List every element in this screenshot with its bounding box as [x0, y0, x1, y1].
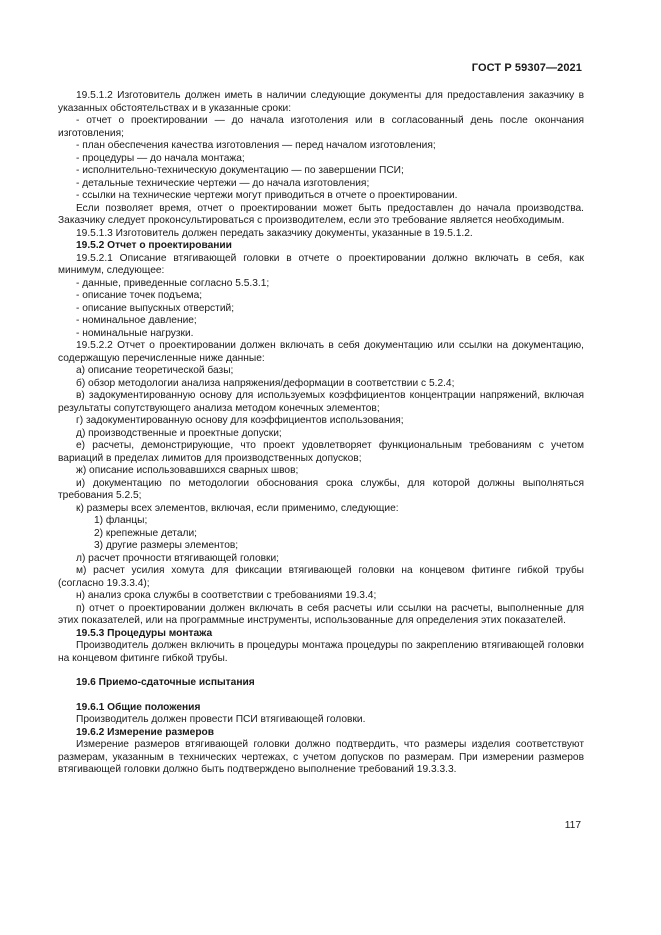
- paragraph: Производитель должен включить в процедуры монтажа процедуры по закреплению втягивающей головки на концевом фитинге гибкой трубы.: [58, 640, 584, 664]
- paragraph: - ссылки на технические чертежи могут приводиться в отчете о проектировании.: [76, 190, 458, 201]
- paragraph: - отчет о проектировании — до начала изготоления или в согласованный день после окончания изготовления;: [58, 115, 584, 139]
- paragraph: 19.5.1.2 Изготовитель должен иметь в наличии следующие документы для предоставления заказчику в указанных обстоятельствах и в указанные сроки:: [58, 90, 584, 114]
- paragraph: к) размеры всех элементов, включая, если применимо, следующие:: [76, 502, 399, 514]
- paragraph: 19.5.1.3 Изготовитель должен передать заказчику документы, указанные в 19.5.1.2.: [76, 227, 473, 239]
- section-heading: 19.5.2 Отчет о проектировании: [76, 240, 232, 251]
- paragraph: - описание выпускных отверстий;: [76, 302, 235, 314]
- paragraph: п) отчет о проектировании должен включать в себя расчеты или ссылки на расчеты, выполненные для этих показателей, или на программные инструменты, использованные для определения этих показателей.: [58, 602, 584, 626]
- paragraph: 3) другие размеры элементов;: [94, 540, 239, 551]
- paragraph: а) описание теоретической базы;: [76, 365, 234, 376]
- paragraph: - номинальные нагрузки.: [76, 327, 194, 339]
- paragraph: - данные, приведенные согласно 5.5.3.1;: [76, 277, 270, 289]
- page-number: 117: [564, 820, 581, 831]
- paragraph: и) документацию по методологии обоснования срока службы, для которой должны выполняться требования 5.2.5;: [58, 477, 584, 501]
- paragraph: в) задокументированную основу для используемых коэффициентов концентрации напряжений, включая результаты сопутствующего анализа методом конечных элементов;: [58, 390, 584, 414]
- paragraph: г) задокументированную основу для коэффициентов использования;: [76, 415, 404, 426]
- paragraph: - описание точек подъема;: [76, 290, 203, 301]
- section-heading: 19.6.2 Измерение размеров: [76, 726, 215, 738]
- paragraph: ж) описание использовавшихся сварных швов;: [76, 465, 299, 476]
- paragraph: 2) крепежные детали;: [94, 527, 197, 539]
- document-body: [58, 90, 584, 777]
- section-heading: 19.6 Приемо-сдаточные испытания: [76, 677, 255, 688]
- paragraph: н) анализ срока службы в соответствии с требованиями 19.3.4;: [76, 590, 377, 601]
- paragraph: - исполнительно-техническую документацию — по завершении ПСИ;: [76, 165, 404, 176]
- paragraph: Измерение размеров втягивающей головки должно подтвердить, что размеры изделия соответствуют размерам, указанным в технических чертежах, с учетом допусков по размерам. При измерении размеров втягивающей головки должно быть подтверждено выполнение требований 19.3.3.3.: [58, 739, 584, 775]
- paragraph: 1) фланцы;: [94, 515, 148, 526]
- paragraph: - план обеспечения качества изготовления — перед началом изготовления;: [76, 140, 436, 151]
- section-heading: 19.6.1 Общие положения: [76, 701, 201, 713]
- paragraph: 19.5.2.2 Отчет о проектировании должен включать в себя документацию или ссылки на документацию, содержащую перечисленные ниже данные:: [58, 340, 584, 364]
- paragraph: б) обзор методологии анализа напряжения/деформации в соответствии с 5.2.4;: [76, 377, 455, 389]
- paragraph: - процедуры — до начала монтажа;: [76, 152, 245, 164]
- paragraph: л) расчет прочности втягивающей головки;: [76, 552, 279, 564]
- paragraph: - детальные технические чертежи — до начала изготовления;: [76, 177, 370, 189]
- paragraph: - номинальное давление;: [76, 315, 197, 326]
- paragraph: Производитель должен провести ПСИ втягивающей головки.: [76, 714, 366, 725]
- paragraph: Если позволяет время, отчет о проектировании может быть предоставлен до начала производства. Заказчику следует проконсультироваться с производителем, если это требование является необходимым.: [58, 202, 584, 226]
- paragraph: е) расчеты, демонстрирующие, что проект удовлетворяет функциональным требованиям с учетом вариаций в пределах лимитов для производственных допусков;: [58, 440, 584, 464]
- paragraph: 19.5.2.1 Описание втягивающей головки в отчете о проектировании должно включать в себя, как минимум, следующее:: [58, 252, 584, 276]
- paragraph: д) производственные и проектные допуски;: [76, 427, 282, 439]
- paragraph: м) расчет усилия хомута для фиксации втягивающей головки на концевом фитинге гибкой трубы (согласно 19.3.3.4);: [58, 565, 584, 589]
- section-heading: 19.5.3 Процедуры монтажа: [76, 627, 213, 639]
- document-header: ГОСТ Р 59307—2021: [471, 62, 582, 74]
